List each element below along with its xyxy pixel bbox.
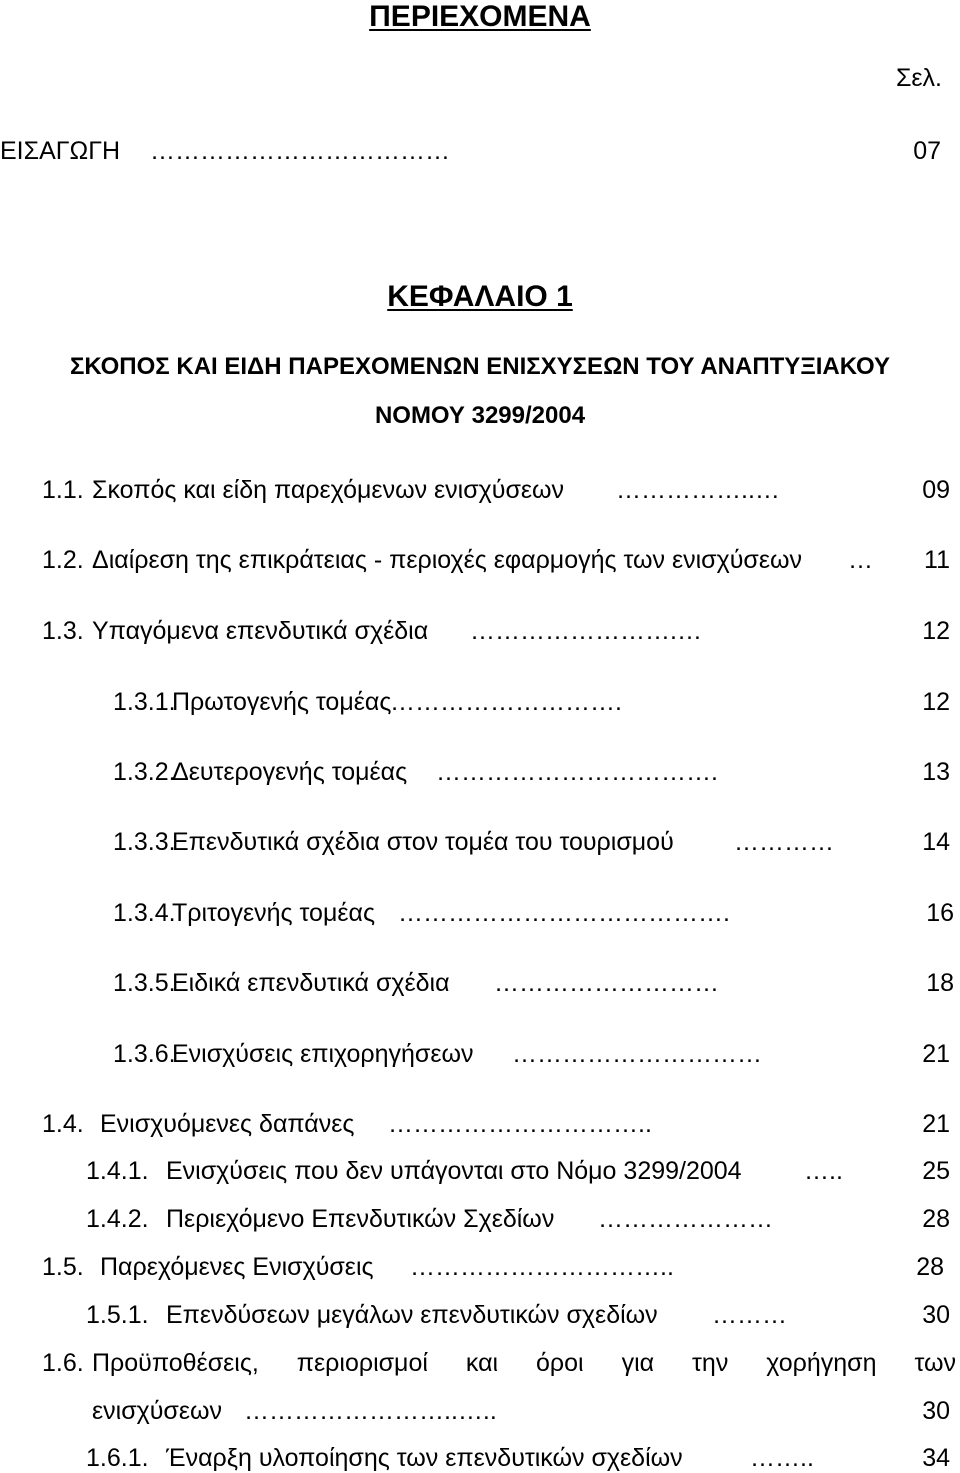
toc-intro-label: ΕΙΣΑΓΩΓΗ	[0, 137, 121, 165]
toc-entry-page: 09	[922, 476, 950, 504]
page-column-label: Σελ.	[895, 64, 942, 92]
toc-intro-page: 07	[913, 137, 941, 165]
toc-entry-page: 21	[922, 1040, 950, 1068]
toc-entry-number: 1.6.	[42, 1349, 84, 1377]
toc-entry-dots: ……..	[750, 1444, 814, 1472]
toc-entry-page: 14	[922, 828, 950, 856]
toc-entry-page: 34	[922, 1444, 950, 1472]
toc-entry-title: Παρεχόμενες Ενισχύσεις	[100, 1253, 374, 1281]
toc-entry-title-word: περιορισμοί	[296, 1349, 428, 1377]
toc-entry-number: 1.2.	[42, 546, 84, 574]
toc-entry-page: 11	[924, 546, 950, 574]
toc-entry-page: 12	[922, 617, 950, 645]
toc-entry-number: 1.3.6.	[113, 1040, 176, 1068]
chapter-subtitle-line2: ΝΟΜΟΥ 3299/2004	[374, 402, 586, 429]
toc-entry-page: 18	[926, 969, 954, 997]
toc-entry-number: 1.6.1.	[86, 1444, 149, 1472]
toc-entry-page: 21	[922, 1110, 950, 1138]
toc-entry-title: Διαίρεση της επικράτειας - περιοχές εφαρμογής των ενισχύσεων	[92, 546, 802, 574]
toc-entry-page: 30	[922, 1397, 950, 1425]
toc-entry-dots: …………………………..	[410, 1253, 674, 1281]
toc-entry-title: Δευτερογενής τομέας	[172, 758, 408, 786]
toc-entry-number: 1.5.1.	[86, 1301, 149, 1329]
toc-entry-title-word: όροι	[536, 1349, 584, 1377]
toc-entry-title-word: για	[621, 1349, 655, 1377]
toc-entry-title: Ειδικά επενδυτικά σχέδια	[172, 969, 450, 997]
toc-entry-title: Επενδύσεων μεγάλων επενδυτικών σχεδίων	[166, 1301, 658, 1329]
toc-entry-dots: ……………………..…..	[244, 1397, 497, 1425]
toc-entry-dots: ………	[712, 1301, 787, 1329]
toc-entry-title: ενισχύσεων	[92, 1397, 223, 1425]
page-title: ΠΕΡΙΕΧΟΜΕΝΑ	[369, 0, 591, 33]
toc-entry-dots: ………………………	[494, 969, 719, 997]
toc-entry-dots: ……………………….	[390, 688, 622, 716]
toc-entry-title-word: των	[914, 1349, 956, 1377]
toc-entry-number: 1.3.5.	[113, 969, 176, 997]
chapter-title: ΚΕΦΑΛΑΙΟ 1	[387, 280, 573, 313]
toc-entry-title-word: χορήγηση	[766, 1349, 877, 1377]
toc-entry-number: 1.3.1.	[113, 688, 176, 716]
toc-entry-dots: ……………..…	[616, 476, 780, 504]
toc-entry-title: Ενισχύσεις που δεν υπάγονται στο Νόμο 3299/2004	[166, 1157, 742, 1185]
toc-entry-title: Ενισχύσεις επιχορηγήσεων	[172, 1040, 474, 1068]
toc-entry-page: 12	[922, 688, 950, 716]
chapter-subtitle-line1: ΣΚΟΠΟΣ ΚΑΙ ΕΙΔΗ ΠΑΡΕΧΟΜΕΝΩΝ ΕΝΙΣΧΥΣΕΩΝ ΤΟΥ ΑΝΑΠΤΥΞΙΑΚΟΥ	[70, 353, 890, 380]
toc-entry-number: 1.3.2.	[113, 758, 176, 786]
toc-entry-title: Τριτογενής τομέας	[172, 899, 375, 927]
toc-entry-title-word: και	[465, 1349, 499, 1377]
toc-entry-dots: …	[848, 546, 873, 574]
toc-entry-dots: ………………………………….	[398, 899, 730, 927]
toc-entry-title-word: την	[692, 1349, 729, 1377]
toc-entry-page: 28	[916, 1253, 944, 1281]
toc-entry-title-word: Προϋποθέσεις,	[92, 1349, 259, 1377]
toc-entry-title: Σκοπός και είδη παρεχόμενων ενισχύσεων	[92, 476, 565, 504]
toc-entry-number: 1.4.2.	[86, 1205, 149, 1233]
toc-entry-number: 1.4.	[42, 1110, 84, 1138]
toc-entry-title: Πρωτογενής τομέας	[172, 688, 392, 716]
toc-entry-title: Υπαγόμενα επενδυτικά σχέδια	[92, 617, 429, 645]
toc-entry-dots: …………………………….	[436, 758, 718, 786]
toc-entry-number: 1.5.	[42, 1253, 84, 1281]
toc-entry-title: Επενδυτικά σχέδια στον τομέα του τουρισμού	[172, 828, 674, 856]
toc-entry-number: 1.1.	[42, 476, 84, 504]
toc-entry-title: Ενισχυόμενες δαπάνες	[100, 1110, 355, 1138]
toc-entry-dots: …………………….…	[470, 617, 702, 645]
toc-entry-dots: …………	[734, 828, 834, 856]
toc-intro-dots: ………………………………	[150, 137, 450, 165]
toc-entry-title: Έναρξη υλοποίησης των επενδυτικών σχεδίων	[166, 1444, 683, 1472]
toc-entry-dots: …………………	[598, 1205, 773, 1233]
toc-entry-number: 1.4.1.	[86, 1157, 149, 1185]
toc-entry-page: 13	[922, 758, 950, 786]
toc-entry-page: 28	[922, 1205, 950, 1233]
toc-entry-page: 16	[926, 899, 954, 927]
toc-entry-dots: …..	[804, 1157, 843, 1185]
toc-entry-number: 1.3.4.	[113, 899, 176, 927]
toc-entry-title: Περιεχόμενο Επενδυτικών Σχεδίων	[166, 1205, 555, 1233]
toc-entry-page: 30	[922, 1301, 950, 1329]
toc-entry-dots: …………………………..	[388, 1110, 652, 1138]
toc-entry-page: 25	[922, 1157, 950, 1185]
toc-entry-title-justified	[92, 1351, 956, 1376]
toc-entry-dots: …………………………	[512, 1040, 762, 1068]
toc-entry-number: 1.3.	[42, 617, 84, 645]
toc-entry-number: 1.3.3.	[113, 828, 176, 856]
